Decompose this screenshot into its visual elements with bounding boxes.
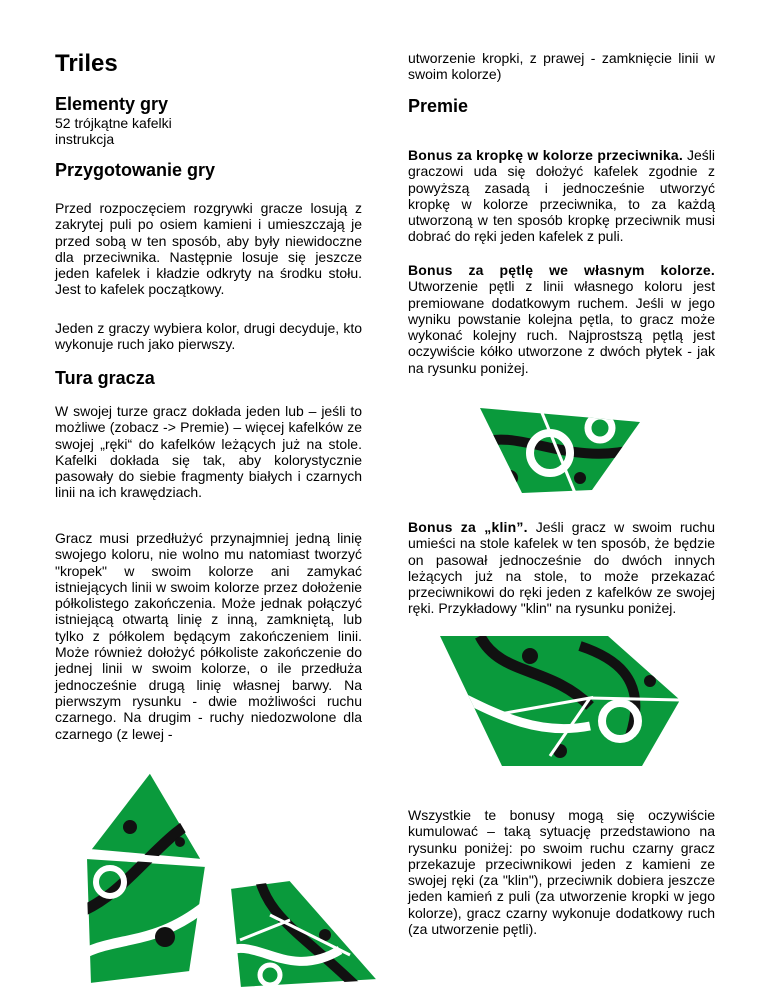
page-title: Triles	[55, 50, 118, 77]
preparation-paragraph-1: Przed rozpoczęciem rozgrywki gracze losują z zakrytej puli po osiem kamieni i umieszczają je przed sobą w ten sposób, aby były niewidoczne dla przeciwnika. Następnie losuje się jeszcze jeden kafelek i kładzie odkryty na środku stołu. Jest to kafelek początkowy.	[55, 200, 362, 298]
tiles-right-example	[230, 880, 380, 990]
bonus-dot-label: Bonus za kropkę w kolorze przeciwnika.	[408, 147, 683, 163]
heading-turn: Tura gracza	[55, 368, 155, 388]
turn-paragraph-1: W swojej turze gracz dokłada jeden lub – jeśli to możliwe (zobacz -> Premie) – więcej kafelków ze swojej „ręki“ do kafelków leżących już na stole. Kafelki dokłada się tak, aby kolorystycznie pasowały do siebie fragmenty białych i czarnych linii na ich krawędziach.	[55, 403, 362, 501]
bonus-dot-paragraph	[408, 147, 715, 245]
preparation-paragraph-2: Jeden z graczy wybiera kolor, drugi decyduje, kto wykonuje ruch jako pierwszy.	[55, 320, 362, 353]
bonus-loop-label: Bonus za pętlę we własnym kolorze.	[408, 262, 715, 278]
bonus-wedge-paragraph	[408, 519, 715, 617]
list-item: instrukcja	[55, 131, 115, 148]
bonus-wedge-label: Bonus za „klin”.	[408, 519, 528, 535]
loop-example	[480, 408, 640, 493]
elements-list	[55, 115, 362, 148]
bonus-dot-text: Jeśli graczowi uda się dołożyć kafelek zgodnie z powyższą zasadą i jednocześnie utworzyć kropkę w kolorze przeciwnika, to za każdą utworzoną w ten sposób kropkę przeciwnik musi dobrać do ręki jeden kafelek z puli.	[408, 147, 715, 245]
bonus-loop-paragraph	[408, 262, 715, 376]
heading-bonuses: Premie	[408, 96, 469, 116]
turn-paragraph-2: Gracz musi przedłużyć przynajmniej jedną linię swojego koloru, nie wolno mu natomiast tworzyć "kropek" w swoim kolorze ani zamykać istniejących linii w swoim kolorze przez dołożenie półkolistego zakończenia. Może jednak połączyć istniejącą otwartą linię z inną, zamkniętą, lub tylko z półkolem będącym zakończeniem linii. Może również dołożyć półkoliste zakończenie do jednej linii w swoim kolorze, o ile przedłuża jednocześnie drugą linię własnej barwy. Na pierwszym rysunku - dwie możliwości ruchu czarnego. Na drugim - ruchy niedozwolone dla czarnego (z lewej -	[55, 530, 362, 742]
wedge-example	[440, 636, 680, 766]
tiles-left-example	[70, 772, 210, 987]
list-item: 52 trójkątne kafelki	[55, 115, 172, 131]
heading-preparation: Przygotowanie gry	[55, 160, 216, 180]
bonus-combo-paragraph: Wszystkie te bonusy mogą się oczywiście kumulować – taką sytuację przedstawiono na rysunku poniżej: po swoim ruchu czarny gracz przekazuje przeciwnikowi jeden z kamieni ze swojej ręki (za "klin"), przeciwnik dobiera jeszcze jeden kamień z puli (za utworzenie kropki w jego kolorze), gracz czarny wykonuje dodatkowy ruch (za utworzenie pętli).	[408, 807, 715, 938]
bonus-wedge-text: Jeśli gracz w swoim ruchu umieści na stole kafelek w ten sposób, że będzie on pasował jednocześnie do dwóch innych leżących już na stole, to może przekazać przeciwnikowi do ręki jeden z kafelków ze swojej ręki. Przykładowy "klin" na rysunku poniżej.	[408, 519, 715, 617]
turn-paragraph-2-continued: utworzenie kropki, z prawej - zamknięcie linii w swoim kolorze)	[408, 50, 715, 83]
heading-elements: Elementy gry	[55, 94, 169, 114]
bonus-loop-text: Utworzenie pętli z linii własnego koloru jest premiowane dodatkowym ruchem. Jeśli w jego wyniku powstanie kolejna pętla, to gracz może wykonać kolejny ruch. Najprostszą pętlą jest oczywiście kółko utworzone z dwóch płytek - jak na rysunku poniżej.	[408, 278, 715, 376]
